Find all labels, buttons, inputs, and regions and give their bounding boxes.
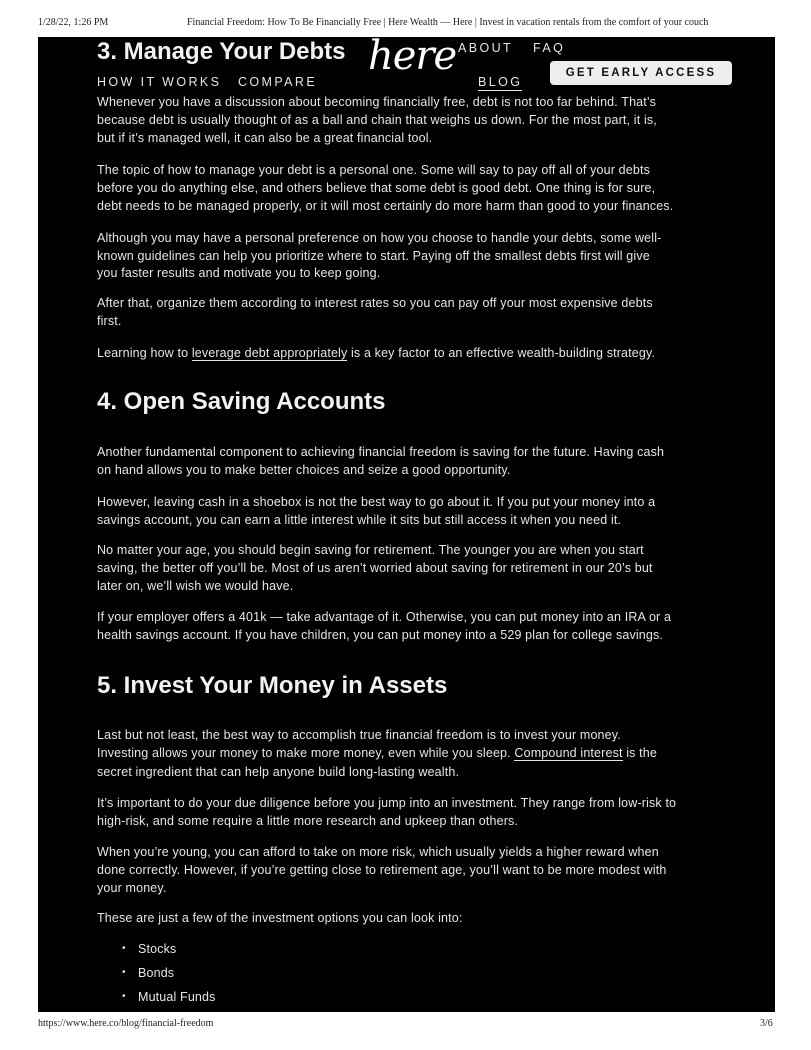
article-page <box>38 37 775 1012</box>
text: is the <box>622 746 657 760</box>
paragraph-line: It’s important to do your due diligence before you jump into an investment. They range from low-risk to <box>97 796 677 810</box>
section-heading: 4. Open Saving Accounts <box>97 388 386 415</box>
bullet-icon: • <box>122 991 126 1002</box>
paragraph-line: saving, the better off you’ll be. Most of us aren’t worried about saving for retirement in our 20’s but <box>97 561 653 575</box>
nav-blog[interactable]: BLOG <box>478 75 523 89</box>
text: is a key factor to an effective wealth-building strategy. <box>347 346 656 360</box>
print-datetime: 1/28/22, 1:26 PM <box>38 17 109 28</box>
nav-compare[interactable]: COMPARE <box>238 75 318 89</box>
paragraph-line: Last but not least, the best way to accomplish true financial freedom is to invest your money. <box>97 728 621 742</box>
nav-how-it-works[interactable]: HOW IT WORKS <box>97 75 222 89</box>
nav-about[interactable]: ABOUT <box>458 41 514 55</box>
leverage-debt-link[interactable]: leverage debt appropriately <box>191 346 348 360</box>
paragraph-line: Another fundamental component to achieving financial freedom is saving for the future. Having cash <box>97 445 665 459</box>
paragraph-line: When you’re young, you can afford to take on more risk, which usually yields a higher reward when <box>97 845 659 859</box>
paragraph-line: before you do anything else, and others believe that some debt is good debt. One thing is for sure, <box>97 181 656 195</box>
bullet-icon: • <box>122 943 126 954</box>
paragraph-line: However, leaving cash in a shoebox is not the best way to go about it. If you put your money into a <box>97 495 656 509</box>
here-logo[interactable]: here <box>368 37 457 79</box>
paragraph-line: After that, organize them according to interest rates so you can pay off your most expensive debts <box>97 296 653 310</box>
paragraph-line: These are just a few of the investment options you can look into: <box>97 911 463 925</box>
list-item: Bonds <box>138 966 175 980</box>
paragraph-line: savings account, you can earn a little interest while it sits but still access it when you need it. <box>97 513 622 527</box>
paragraph-line: you faster results and motivate you to keep going. <box>97 266 381 280</box>
paragraph-line: later on, we’ll wish we would have. <box>97 579 294 593</box>
paragraph-line: Whenever you have a discussion about becoming financially free, debt is not too far behind. That’s <box>97 95 657 109</box>
list-item: Stocks <box>138 942 177 956</box>
paragraph-line: Although you may have a personal preference on how you choose to handle your debts, some well- <box>97 231 662 245</box>
paragraph-line <box>97 345 655 361</box>
section-heading: 3. Manage Your Debts <box>97 38 346 65</box>
paragraph-line: secret ingredient that can help anyone build long-lasting wealth. <box>97 765 460 779</box>
paragraph-line: debt needs to be managed properly, or it will most certainly do more harm than good to your finances. <box>97 199 674 213</box>
paragraph-line: your money. <box>97 881 167 895</box>
paragraph-line: high-risk, and some require a little more research and upkeep than others. <box>97 814 519 828</box>
paragraph-line: The topic of how to manage your debt is a personal one. Some will say to pay off all of your debts <box>97 163 650 177</box>
paragraph-line: If your employer offers a 401k — take advantage of it. Otherwise, you can put money into an IRA or a <box>97 610 672 624</box>
paragraph-line: first. <box>97 314 122 328</box>
compound-interest-link[interactable]: Compound interest <box>514 746 623 760</box>
paragraph-line: known guidelines can help you prioritize where to start. Paying off the smallest debts first will give <box>97 249 650 263</box>
paragraph-line: but if it’s managed well, it can also be a great financial tool. <box>97 131 433 145</box>
print-page-number: 3/6 <box>760 1018 773 1029</box>
print-url: https://www.here.co/blog/financial-freedom <box>38 1018 214 1029</box>
paragraph-line: done correctly. However, if you’re getting close to retirement age, you’ll want to be more modest with <box>97 863 667 877</box>
text: Investing allows your money to make more money, even while you sleep. <box>97 746 515 760</box>
list-item: Mutual Funds <box>138 990 216 1004</box>
paragraph-line: because debt is usually thought of as a ball and chain that weighs us down. For the most part, it is, <box>97 113 657 127</box>
text: Learning how to <box>97 346 192 360</box>
paragraph-line: on hand allows you to make better choices and seize a good opportunity. <box>97 463 511 477</box>
bullet-icon: • <box>122 967 126 978</box>
print-title: Financial Freedom: How To Be Financially Free | Here Wealth — Here | Invest in vacation rentals from the comfort of your couch <box>187 17 709 28</box>
get-early-access-button[interactable]: GET EARLY ACCESS <box>550 61 732 85</box>
paragraph-line: No matter your age, you should begin saving for retirement. The younger you are when you start <box>97 543 644 557</box>
paragraph-line <box>97 745 657 761</box>
nav-faq[interactable]: FAQ <box>533 41 566 55</box>
paragraph-line: health savings account. If you have children, you can put money into a 529 plan for college savings. <box>97 628 664 642</box>
section-heading: 5. Invest Your Money in Assets <box>97 672 448 699</box>
